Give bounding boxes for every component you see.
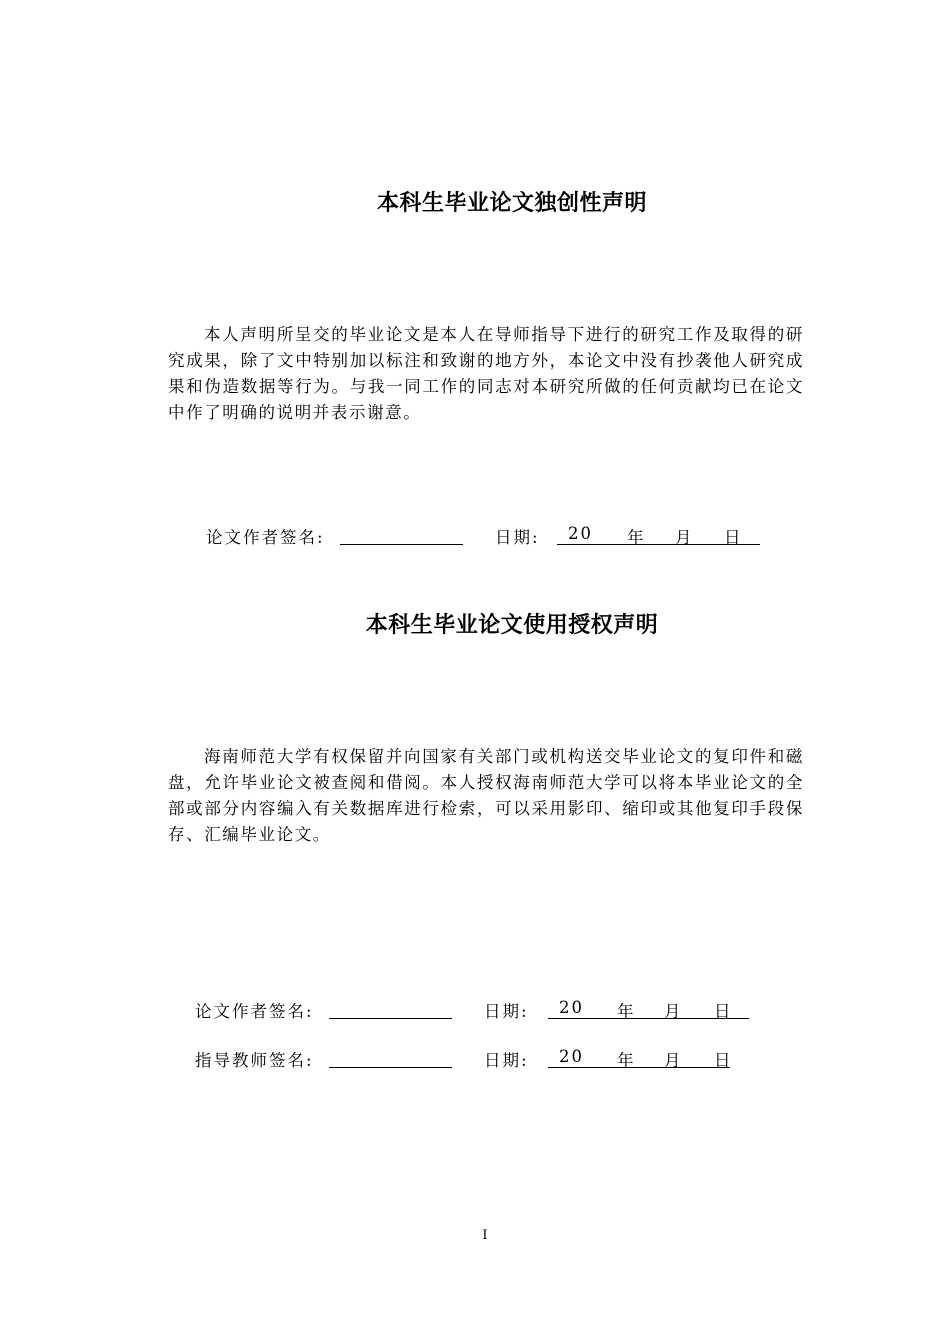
date-year-prefix: 20 — [559, 1047, 584, 1066]
advisor-signature-field[interactable] — [329, 1067, 452, 1068]
authorization-declaration-body: 海南师范大学有权保留并向国家有关部门或机构送交毕业论文的复印件和磁盘，允许毕业论文被查阅和借阅。本人授权海南师范大学可以将本毕业论文的全部或部分内容编入有关数据库进行检索，可以采用影印、缩印或其他复印手段保存、汇编毕业论文。 — [168, 747, 804, 844]
authorization-author-row — [0, 998, 950, 1022]
date-month: 月 — [664, 1002, 683, 1021]
date-label: 日期: — [484, 1002, 529, 1021]
author-signature-field[interactable] — [329, 1018, 452, 1019]
date-month: 月 — [675, 528, 694, 547]
originality-declaration-title: 本科生毕业论文独创性声明 — [376, 191, 647, 216]
advisor-signature-label: 指导教师签名: — [195, 1051, 314, 1070]
originality-signature-row — [0, 524, 950, 548]
date-day: 日 — [714, 1051, 733, 1070]
author-signature-label: 论文作者签名: — [206, 528, 325, 547]
author-signature-label: 论文作者签名: — [195, 1002, 314, 1021]
authorization-advisor-row — [0, 1047, 950, 1071]
date-day: 日 — [714, 1002, 733, 1021]
author-signature-field[interactable] — [340, 544, 463, 545]
date-field[interactable] — [548, 1067, 730, 1068]
date-label: 日期: — [484, 1051, 529, 1070]
date-year-prefix: 20 — [568, 524, 593, 543]
date-year: 年 — [627, 528, 646, 547]
date-year-prefix: 20 — [559, 998, 584, 1017]
page-number: I — [482, 1228, 488, 1243]
authorization-declaration-title: 本科生毕业论文使用授权声明 — [365, 613, 659, 638]
date-label: 日期: — [495, 528, 540, 547]
originality-declaration-body: 本人声明所呈交的毕业论文是本人在导师指导下进行的研究工作及取得的研究成果，除了文中特别加以标注和致谢的地方外，本论文中没有抄袭他人研究成果和伪造数据等行为。与我一同工作的同志对本研究所做的任何贡献均已在论文中作了明确的说明并表示谢意。 — [168, 325, 804, 422]
date-month: 月 — [664, 1051, 683, 1070]
date-year: 年 — [617, 1002, 636, 1021]
date-year: 年 — [617, 1051, 636, 1070]
date-day: 日 — [724, 528, 743, 547]
